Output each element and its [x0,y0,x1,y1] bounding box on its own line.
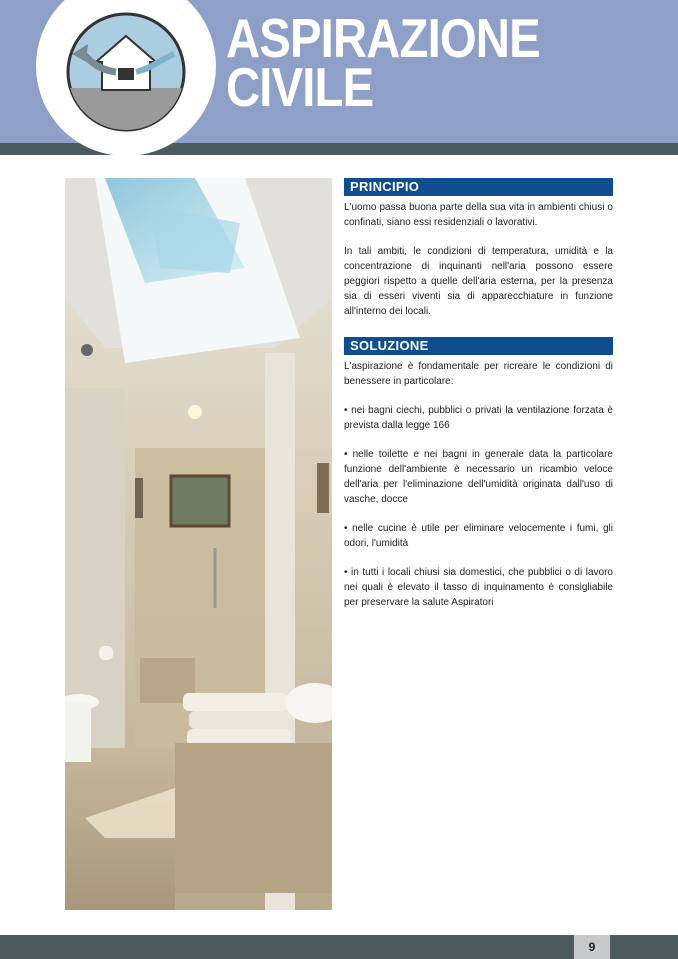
soluzione-bullet-3: • nelle cucine è utile per eliminare velocemente i fumi, gli odori, l'umidità [344,523,613,549]
soluzione-bullet-4: • in tutti i locali chiusi sia domestici, che pubblici o di lavoro nei quali è elevato il tasso di inquinamento è consigliabile per preservare la salute Aspiratori [344,567,613,608]
bathroom-skylight-photo [65,178,332,910]
principio-paragraph-2: In tali ambiti, le condizioni di temperatura, umidità e la concentrazione di inquinanti nell'aria possono essere peggiori rispetto a quelle dell'aria esterna, per la presenza sia di esseri viventi sia di apparecchiature in funzione all'interno dei locali. [344,246,613,317]
soluzione-bullet-1: • nei bagni ciechi, pubblici o privati la ventilazione forzata è prevista dalla legge 166 [344,405,613,431]
house-airflow-icon [64,10,188,134]
text-column [344,178,613,610]
title-line-1: ASPIRAZIONE [226,7,540,69]
principio-heading: PRINCIPIO [344,178,613,196]
principio-paragraph-1: L'uomo passa buona parte della sua vita in ambienti chiusi o confinati, siano essi residenziali o lavorativi. [344,202,613,228]
page-title [226,7,540,118]
page-number: 9 [574,935,610,959]
soluzione-heading: SOLUZIONE [344,337,613,355]
soluzione-intro: L'aspirazione è fondamentale per ricreare le condizioni di benessere in particolare: [344,361,613,387]
soluzione-bullet-2: • nelle toilette e nei bagni in generale data la particolare funzione dell'ambiente è necessario un ricambio veloce dell'aria per l'eliminazione dell'umidità originata dall'uso di vasche, docce [344,449,613,505]
title-line-2: CIVILE [226,56,374,118]
